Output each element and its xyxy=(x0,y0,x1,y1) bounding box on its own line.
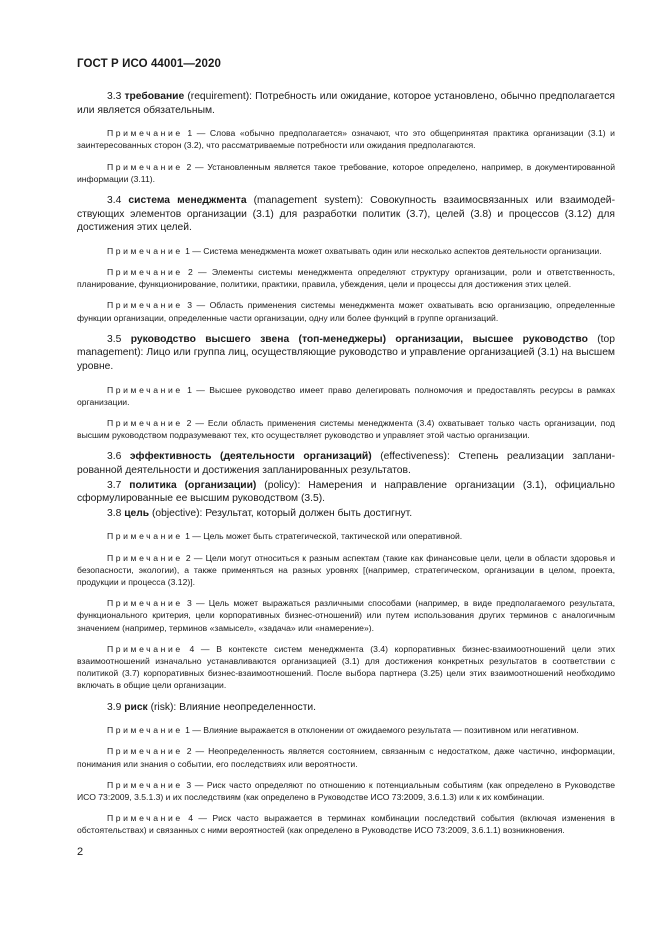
term-name: политика (организации) xyxy=(129,479,257,491)
note-label: Примечание xyxy=(107,643,183,654)
note-text: 4 — В контексте систем менеджмента (3.4) корпоративных бизнес-взаимоотношений цели этих взаимоотношений изначально устанавливаются организацией (3.1) для достижения конкретных результатов в соответствии с политикой (3.7) корпоративных бизнес-взаимоотношений. После выбора партнера (3.25) цели этих взаимоотношений необходимо включать в общие цели организации. xyxy=(77,643,615,691)
note-text: 1 — Цель может быть стратегической, тактической или оперативной. xyxy=(182,531,463,542)
note xyxy=(77,299,615,323)
document-header: ГОСТ Р ИСО 44001—2020 xyxy=(77,58,222,70)
page-number: 2 xyxy=(77,846,84,858)
term-name: риск xyxy=(124,701,148,713)
term-number: 3.9 xyxy=(107,701,122,713)
term-number: 3.7 xyxy=(107,479,122,491)
note-text: 4 — Риск часто выражается в терминах комбинации последствий события (включая изменения в обстоятельствах) и связанных с ними вероятностей (как определено в Руководстве ИСО 73:2009, 3.6.1.1) возникновения. xyxy=(77,813,615,836)
note-text: 2 — Если область применения системы менеджмента (3.4) охватывает только часть организации, под высшим руководством подразумевают тех, кто осуществляет руководство и управляет этой частью организации. xyxy=(77,417,615,441)
term-name: руководство высшего звена (топ-менеджеры) организации, высшее руководство xyxy=(130,333,588,345)
term-definition xyxy=(77,450,615,477)
note-label: Примечание xyxy=(107,598,183,609)
term-number: 3.5 xyxy=(107,333,122,345)
term-number: 3.8 xyxy=(107,507,122,519)
note xyxy=(77,530,615,542)
note-label: Примечание xyxy=(107,384,183,395)
note-label: Примечание xyxy=(107,417,183,428)
note xyxy=(77,552,615,589)
term-text: (risk): Влияние неопределенности. xyxy=(147,701,317,713)
term-number: 3.6 xyxy=(107,451,122,463)
note-label: Примечание xyxy=(107,746,183,757)
term-text: (top management): Лицо или группа лиц, осуществляющие руководство и управление организацией (3.1) на высшем уровне. xyxy=(77,333,615,372)
note xyxy=(77,812,615,836)
term-text: (requirement): Потребность или ожидание, которое установлено, обычно предполагается или является обязательным. xyxy=(77,91,615,116)
term-text: (management system): Совокупность взаимосвязанных или взаимодействующих элементов организации (3.1) для разработки политик (3.7), целей (3.8) и процессов (3.12) для достижения этих целей. xyxy=(77,195,615,234)
term-name: требование xyxy=(124,91,185,102)
note-text: 2 — Неопределенность является состоянием, связанным с недостатком, даже частично, информации, понимания или знания о событии, его последствиях или вероятности. xyxy=(77,746,615,769)
term-text: (effectiveness): Степень реализации запланированной деятельности и достижения запланированных результатов. xyxy=(77,451,615,476)
term-definition xyxy=(77,194,615,235)
note xyxy=(77,245,615,257)
term-text: (policy): Намерения и направление организации (3.1), официально сформулированные ее высшим руководством (3.5). xyxy=(77,479,615,505)
note xyxy=(77,779,615,803)
note-text: 1 — Система менеджмента может охватывать один или несколько аспектов деятельности организации. xyxy=(182,245,602,256)
note-text: 3 — Область применения системы менеджмента может охватывать всю организацию, определенные функции организации, определенные части организации, одну или более функций в группе организаций. xyxy=(77,300,615,323)
term-number: 3.3 xyxy=(107,91,122,102)
note-text: 3 — Риск часто определяют по отношению к потенциальным событиям (как определено в Руководстве ИСО 73:2009, 3.5.1.3) и их последствиям (как определено в Руководстве ИСО 73:2009, 3.6.1.3) или к их комбинации. xyxy=(77,779,615,802)
term-name: цель xyxy=(124,507,150,519)
note-text: 1 — Влияние выражается в отклонении от ожидаемого результата — позитивном или негативном. xyxy=(182,725,579,736)
term-definition xyxy=(77,507,615,521)
note xyxy=(77,745,615,769)
term-definition xyxy=(77,701,615,715)
note xyxy=(77,643,615,692)
note-text: 3 — Цель может выражаться различными способами (например, в виде предполагаемого результата, функционального критерия, цели корпоративных бизнес-отношений) или путем использования других терминов с аналогичным значением (например, терминов «замысел», «задача» или «намерение»). xyxy=(77,598,615,633)
note xyxy=(77,266,615,290)
term-text: (objective): Результат, который должен быть достигнут. xyxy=(149,507,413,519)
term-definition xyxy=(77,90,615,117)
note xyxy=(77,384,615,408)
note-label: Примечание xyxy=(107,245,183,256)
term-name: система менеджмента xyxy=(128,195,247,206)
note-label: Примечание xyxy=(107,725,183,736)
note-label: Примечание xyxy=(107,779,183,790)
note-label: Примечание xyxy=(107,161,183,172)
term-definition xyxy=(77,333,615,374)
note-text: 2 — Цели могут относиться к разным аспектам (такие как финансовые цели, цели в области здоровья и безопасности, экологии), а также применяться на разных уровнях [(например, стратегическом, организации в целом, проекта, продукции и процесса (3.12)]. xyxy=(77,552,615,587)
note-label: Примечание xyxy=(107,266,183,277)
term-definition xyxy=(77,479,615,506)
note-label: Примечание xyxy=(107,531,183,542)
note-text: 2 — Элементы системы менеджмента определяют структуру организации, роли и ответственность, планирование, функционирование, политики, практики, правила, убеждения, цели и процессы для достижения этих целей. xyxy=(77,266,615,290)
note xyxy=(77,417,615,441)
note-label: Примечание xyxy=(107,300,183,311)
note-text: 1 — Слова «обычно предполагается» означают, что это общепринятая практика организации (3.1) и заинтересованных сторон (3.2), что рассматриваемые потребности или ожидания предполагаются. xyxy=(77,128,615,151)
term-name: эффективность (деятельности организаций) xyxy=(129,451,372,463)
document-body xyxy=(77,90,615,846)
note xyxy=(77,724,615,736)
note xyxy=(77,161,615,185)
note-label: Примечание xyxy=(107,552,183,563)
note xyxy=(77,597,615,634)
note xyxy=(77,127,615,151)
term-number: 3.4 xyxy=(107,195,122,206)
note-label: Примечание xyxy=(107,128,183,139)
note-text: 1 — Высшее руководство имеет право делегировать полномочия и предоставлять ресурсы в рамках организации. xyxy=(77,384,615,407)
note-label: Примечание xyxy=(107,813,183,824)
note-text: 2 — Установленным является такое требование, которое определено, например, в документированной информации (3.11). xyxy=(77,161,615,184)
